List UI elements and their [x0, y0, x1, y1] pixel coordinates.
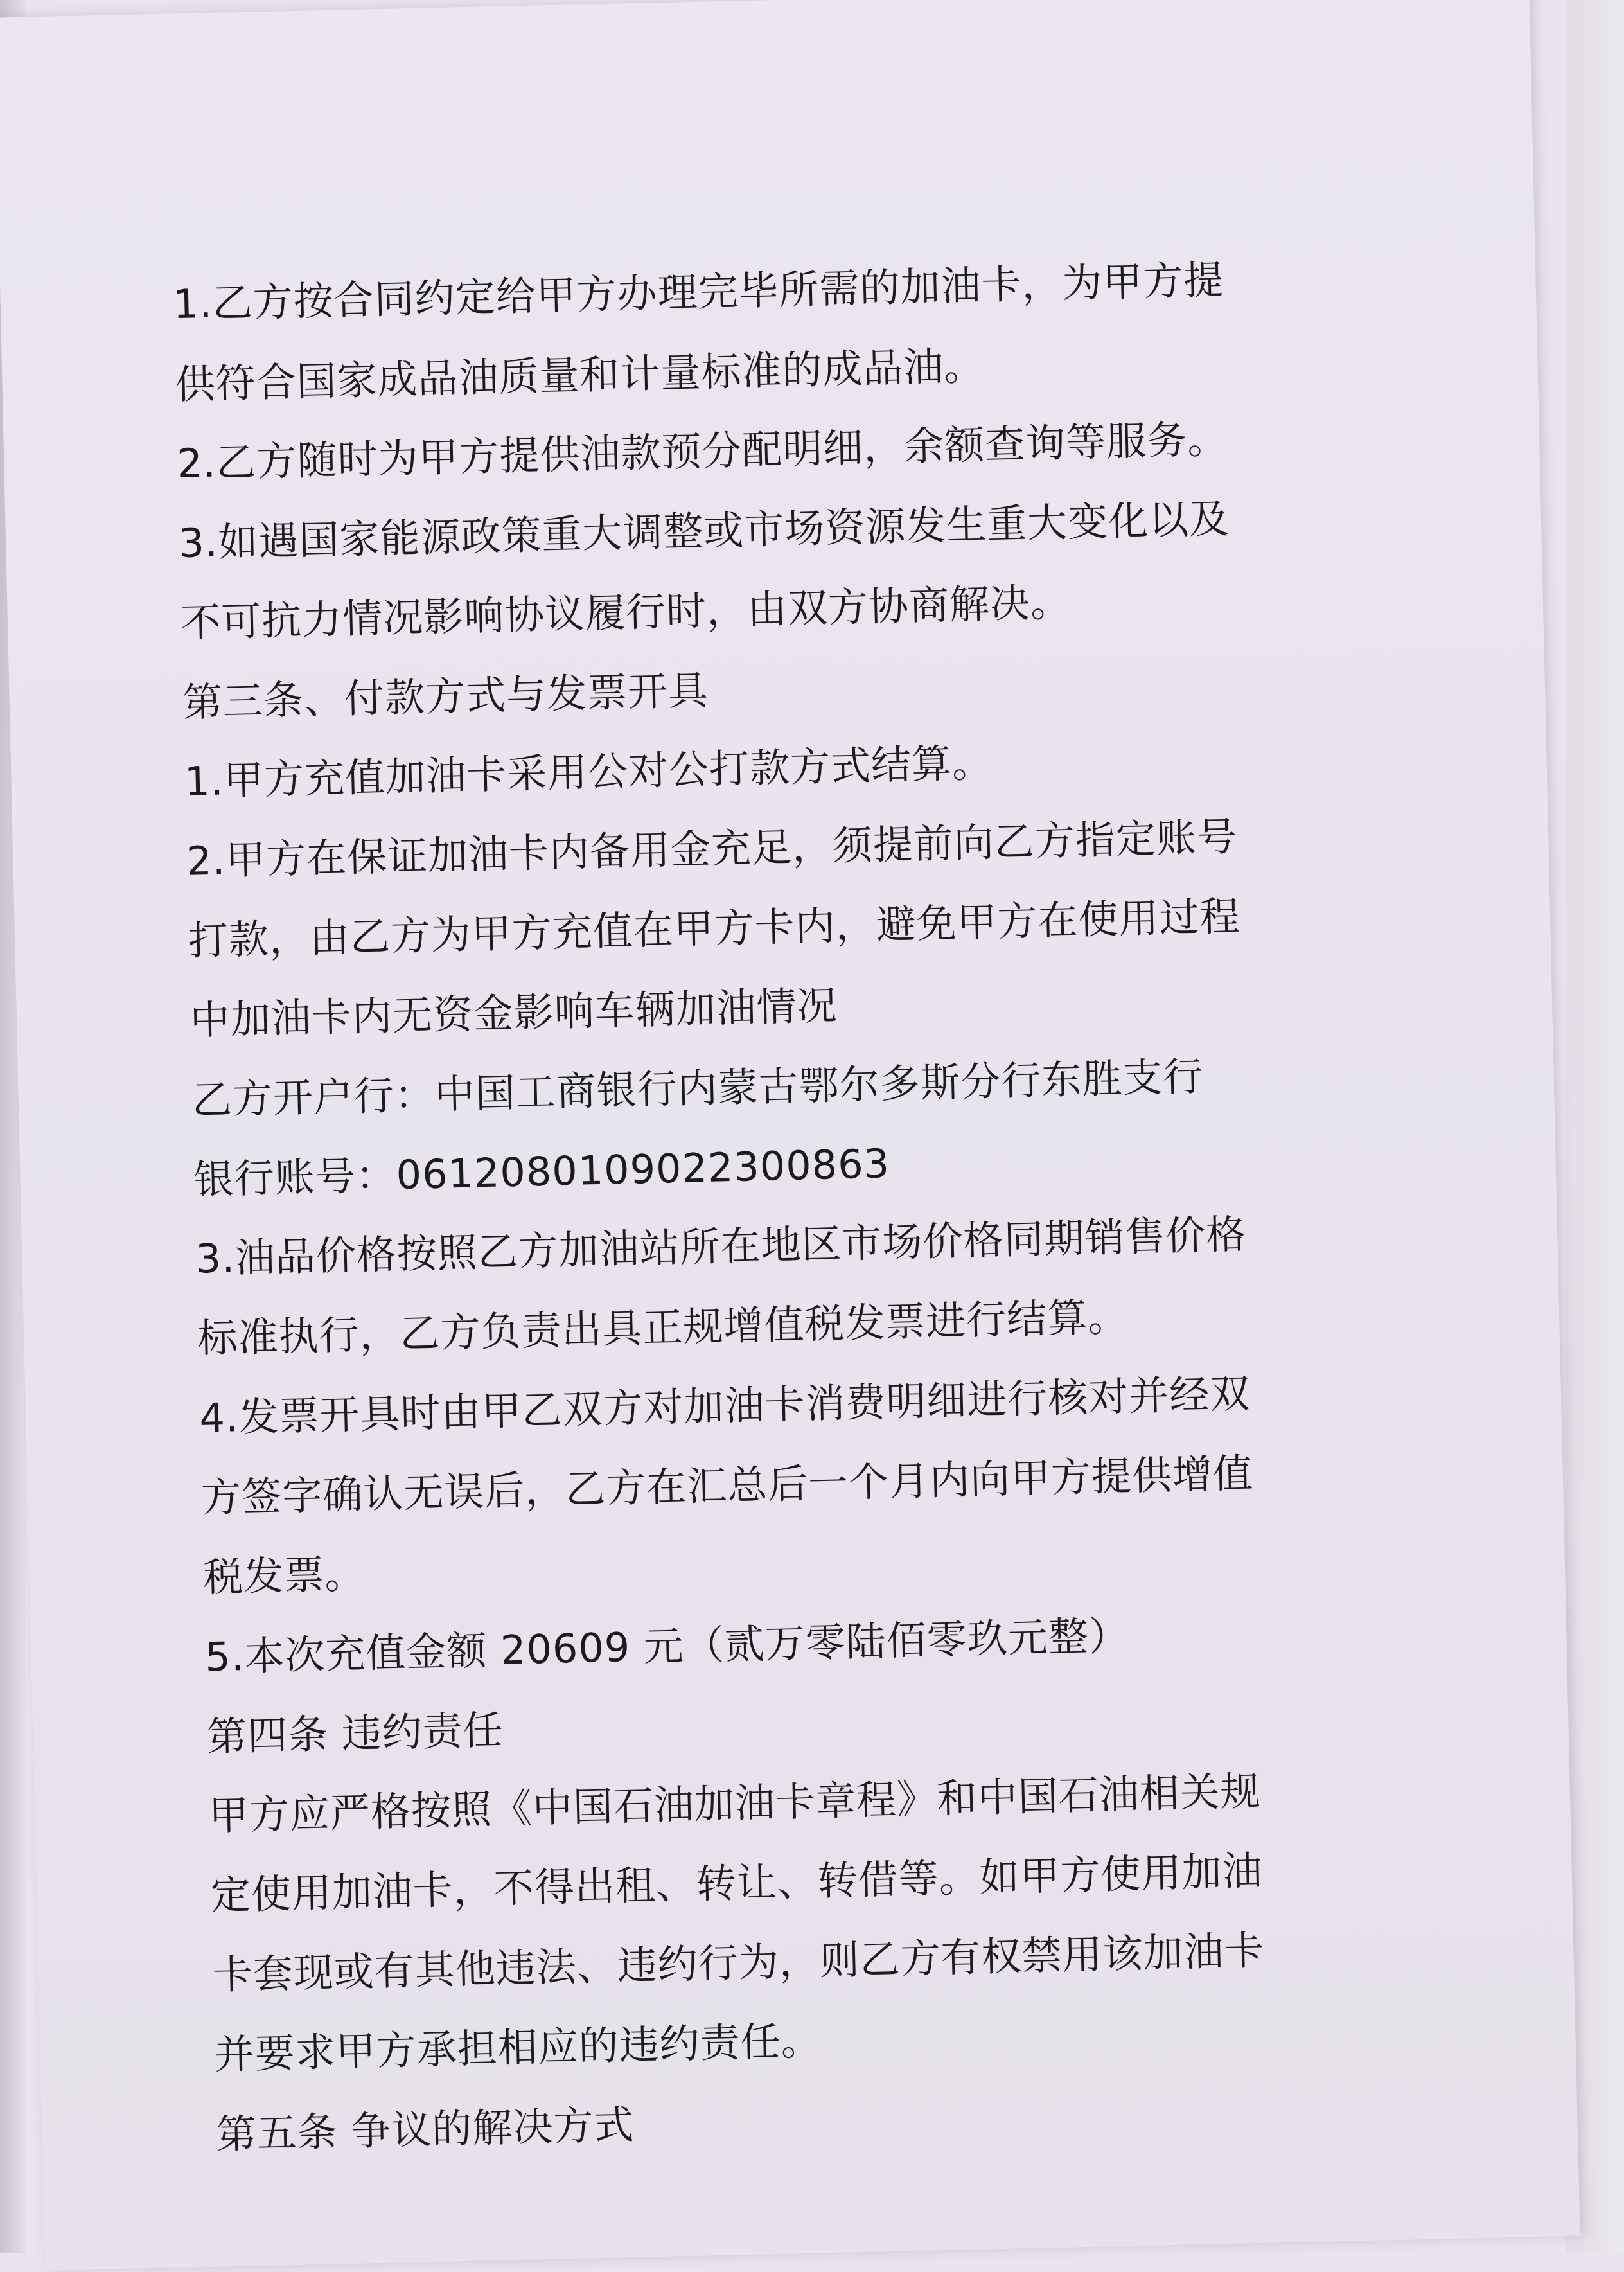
clause-5-heading: 第五条 争议的解决方式 — [215, 2100, 635, 2158]
clause-4-line-1: 甲方应严格按照《中国石油加油卡章程》和中国石油相关规 — [208, 1767, 1262, 1840]
clause-4-line-2: 定使用加油卡，不得出租、转让、转借等。如甲方使用加油 — [210, 1847, 1264, 1919]
clause-3-item-4-line-1: 4.发票开具时由甲乙双方对加油卡消费明细进行核对并经双 — [199, 1370, 1251, 1442]
clause-3-item-1: 1.甲方充值加油卡采用公对公打款方式结算。 — [184, 739, 993, 805]
clause-4-line-3: 卡套现或有其他违法、违约行为，则乙方有权禁用该加油卡 — [212, 1926, 1266, 1999]
clause-2-item-1-line-1: 1.乙方按合同约定给甲方办理完毕所需的加油卡，为甲方提 — [172, 256, 1225, 328]
clause-2-item-1-line-2: 供符合国家成品油质量和计量标准的成品油。 — [174, 342, 985, 409]
clause-3-item-3-line-1: 3.油品价格按照乙方加油站所在地区市场价格同期销售价格 — [195, 1211, 1248, 1282]
clause-3-item-2-line-3: 中加油卡内无资金影响车辆加油情况 — [190, 982, 838, 1044]
clause-3-item-3-line-2: 标准执行，乙方负责出具正规增值税发票进行结算。 — [197, 1293, 1129, 1362]
clause-4-heading: 第四条 违约责任 — [206, 1706, 504, 1761]
bank-name-line: 乙方开户行：中国工商银行内蒙古鄂尔多斯分行东胜支行 — [191, 1052, 1205, 1124]
clause-3-item-2-line-2: 打款，由乙方为甲方充值在甲方卡内，避免甲方在使用过程 — [188, 892, 1241, 964]
clause-4-line-4: 并要求甲方承担相应的违约责任。 — [213, 2017, 822, 2079]
clause-2-item-3-line-1: 3.如遇国家能源政策重大调整或市场资源发生重大变化以及 — [178, 495, 1230, 567]
clause-3-heading: 第三条、付款方式与发票开具 — [182, 666, 709, 726]
clause-2-item-3-line-2: 不可抗力情况影响协议履行时，由双方协商解决。 — [180, 578, 1072, 646]
clause-3-item-4-line-2: 方签字确认无误后，乙方在汇总后一个月内向甲方提供增值 — [200, 1449, 1254, 1522]
bank-account-line: 银行账号：0612080109022300863 — [193, 1140, 890, 1203]
clause-2-item-2: 2.乙方随时为甲方提供油款预分配明细，余额查询等服务。 — [176, 415, 1229, 487]
clause-3-item-2-line-1: 2.甲方在保证加油卡内备用金充足，须提前向乙方指定账号 — [186, 813, 1238, 885]
clause-3-item-5: 5.本次充值金额 20609 元（贰万零陆佰零玖元整） — [204, 1611, 1130, 1681]
clause-3-item-4-line-3: 税发票。 — [202, 1550, 366, 1601]
